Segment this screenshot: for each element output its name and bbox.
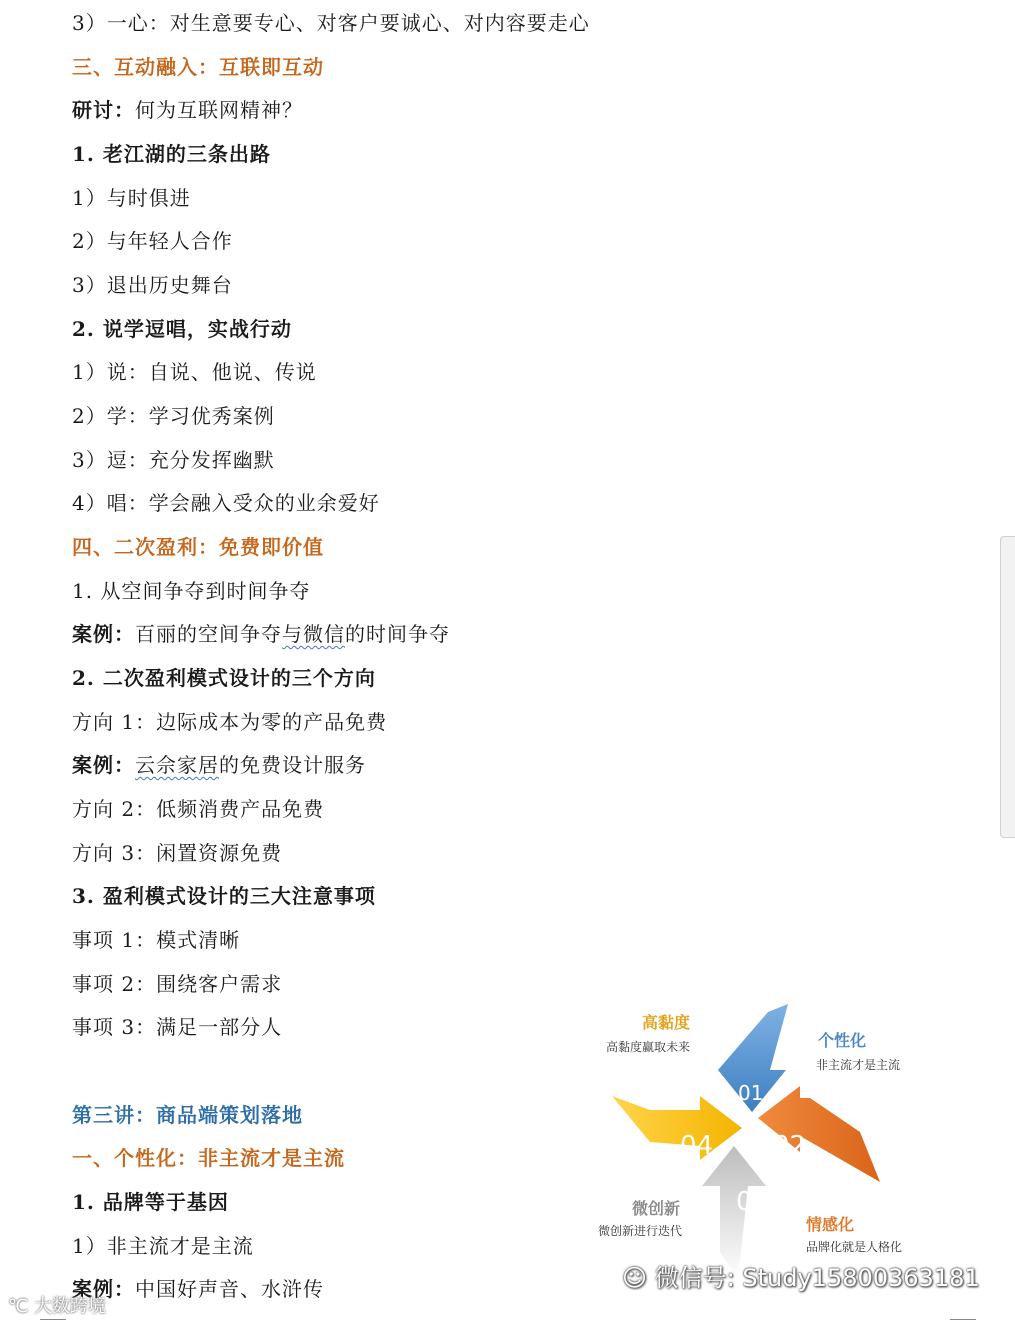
page-corner-mark-right <box>950 1319 976 1324</box>
page-corner-mark-left <box>40 1319 66 1324</box>
brand-watermark <box>8 1292 106 1318</box>
brand-text: 大数跨境 <box>33 1296 106 1317</box>
list-item: 3）一心：对生意要专心、对客户要诚心、对内容要走心 <box>72 11 590 35</box>
brand-logo-icon: ℃ <box>8 1296 34 1317</box>
four-arrows-diagram <box>590 990 920 1280</box>
num-04: 04 <box>680 1131 714 1161</box>
sub-high-stickiness: 高黏度赢取未来 <box>606 1040 691 1054</box>
list-item: 2）学：学习优秀案例 <box>72 404 275 428</box>
label-emotionalization: 情感化 <box>806 1215 855 1234</box>
list-item: 方向 3：闲置资源免费 <box>72 841 283 865</box>
num-03: 03 <box>736 1187 770 1217</box>
wechat-watermark <box>622 1258 980 1293</box>
arrow-04 <box>612 1096 742 1160</box>
case-text: 的免费设计服务 <box>219 753 366 777</box>
list-item: 2）与年轻人合作 <box>72 229 233 253</box>
list-item: 方向 1：边际成本为零的产品免费 <box>72 710 388 734</box>
case-line <box>72 752 366 778</box>
case-line <box>72 621 450 647</box>
section-heading: 三、互动融入：互联即互动 <box>72 55 324 79</box>
list-item: 1. 从空间争夺到时间争夺 <box>72 579 311 603</box>
list-item: 1）非主流才是主流 <box>72 1234 254 1258</box>
wechat-id-text: 微信号: Study15800363181 <box>654 1264 980 1292</box>
scrollbar[interactable] <box>1000 536 1015 838</box>
section-heading: 一、个性化：非主流才是主流 <box>72 1146 345 1170</box>
case-text: 中国好声音、水浒传 <box>135 1277 324 1301</box>
case-line <box>72 1276 324 1302</box>
label-personalization: 个性化 <box>818 1031 867 1050</box>
case-text: 百丽的空间争夺 <box>135 622 282 646</box>
sub-personalization: 非主流才是主流 <box>816 1058 901 1072</box>
case-label: 案例： <box>72 753 135 777</box>
list-item: 1）与时俱进 <box>72 186 191 210</box>
case-label: 案例： <box>72 1277 135 1301</box>
num-02: 02 <box>773 1131 807 1161</box>
label-micro-innovation: 微创新 <box>632 1199 681 1218</box>
list-item: 事项 3：满足一部分人 <box>72 1015 283 1039</box>
num-01: 01 <box>738 1081 764 1105</box>
discuss-label: 研讨： <box>72 98 135 122</box>
lecture-heading: 第三讲：商品端策划落地 <box>72 1103 303 1127</box>
list-item: 方向 2：低频消费产品免费 <box>72 797 325 821</box>
section-heading: 四、二次盈利：免费即价值 <box>72 535 324 559</box>
list-item: 事项 2：围绕客户需求 <box>72 972 283 996</box>
subheading: 1. 老江湖的三条出路 <box>72 142 271 166</box>
subheading: 3. 盈利模式设计的三大注意事项 <box>72 884 376 908</box>
subheading: 2. 说学逗唱，实战行动 <box>72 317 292 341</box>
case-text-underlined: 与微信 <box>282 622 345 646</box>
case-label: 案例： <box>72 622 135 646</box>
list-item: 1）说：自说、他说、传说 <box>72 360 317 384</box>
sub-micro-innovation: 微创新进行迭代 <box>598 1224 683 1238</box>
label-high-stickiness: 高黏度 <box>642 1013 691 1032</box>
list-item: 4）唱：学会融入受众的业余爱好 <box>72 491 380 515</box>
case-text: 的时间争夺 <box>345 622 450 646</box>
case-text-underlined: 云佘家居 <box>135 753 219 777</box>
discuss-text: 何为互联网精神？ <box>135 98 303 122</box>
wechat-icon: ☺ <box>622 1264 655 1292</box>
subheading: 2. 二次盈利模式设计的三个方向 <box>72 666 376 690</box>
sub-emotionalization: 品牌化就是人格化 <box>806 1240 903 1254</box>
subheading: 1. 品牌等于基因 <box>72 1190 229 1214</box>
discussion-line <box>72 97 303 123</box>
list-item: 3）逗：充分发挥幽默 <box>72 448 275 472</box>
list-item: 事项 1：模式清晰 <box>72 928 241 952</box>
list-item: 3）退出历史舞台 <box>72 273 233 297</box>
